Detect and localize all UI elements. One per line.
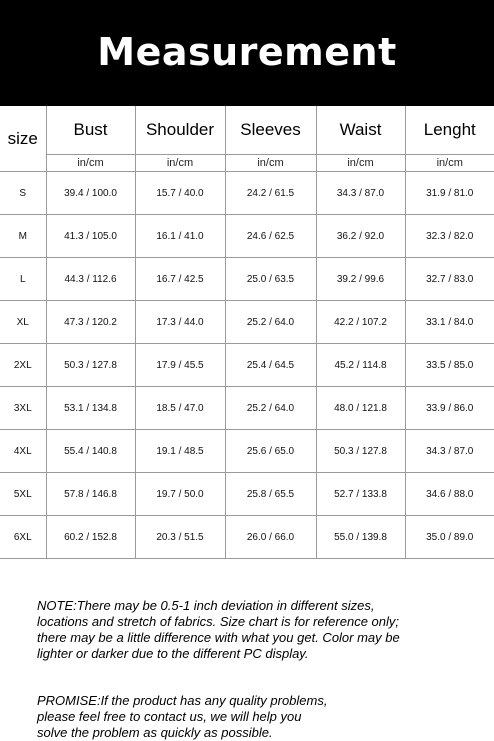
measurement-cell: 50.3 / 127.8: [46, 344, 135, 387]
measurement-cell: 31.9 / 81.0: [405, 172, 494, 215]
size-label: 3XL: [0, 387, 46, 430]
table-row: [0, 387, 494, 430]
measurement-cell: 16.7 / 42.5: [135, 258, 225, 301]
measurement-cell: 36.2 / 92.0: [316, 215, 405, 258]
unit-label: in/cm: [135, 155, 225, 172]
table-header-row: [0, 106, 494, 155]
measurement-cell: 19.1 / 48.5: [135, 430, 225, 473]
page-title: Measurement: [97, 30, 397, 74]
measurement-cell: 25.0 / 63.5: [225, 258, 316, 301]
measurement-cell: 33.9 / 86.0: [405, 387, 494, 430]
measurement-cell: 25.2 / 64.0: [225, 301, 316, 344]
size-label: 2XL: [0, 344, 46, 387]
unit-label: in/cm: [46, 155, 135, 172]
measurement-cell: 45.2 / 114.8: [316, 344, 405, 387]
table-row: [0, 473, 494, 516]
measurement-cell: 16.1 / 41.0: [135, 215, 225, 258]
size-label: M: [0, 215, 46, 258]
measurement-cell: 34.6 / 88.0: [405, 473, 494, 516]
measurement-cell: 39.2 / 99.6: [316, 258, 405, 301]
size-label: S: [0, 172, 46, 215]
measurement-cell: 42.2 / 107.2: [316, 301, 405, 344]
unit-label: in/cm: [405, 155, 494, 172]
size-label: XL: [0, 301, 46, 344]
measurement-cell: 35.0 / 89.0: [405, 516, 494, 559]
size-label: 5XL: [0, 473, 46, 516]
measurement-cell: 39.4 / 100.0: [46, 172, 135, 215]
table-row: [0, 215, 494, 258]
measurement-cell: 17.9 / 45.5: [135, 344, 225, 387]
unit-label: in/cm: [225, 155, 316, 172]
measurement-cell: 57.8 / 146.8: [46, 473, 135, 516]
measurement-cell: 25.8 / 65.5: [225, 473, 316, 516]
measurement-cell: 24.2 / 61.5: [225, 172, 316, 215]
column-header: Lenght: [405, 106, 494, 155]
note-text: NOTE:There may be 0.5-1 inch deviation in different sizes, locations and stretch of fabrics. Size chart is for reference only; there may be a little difference with what you get. Color may be lighter or darker due to the different PC display.: [37, 598, 400, 661]
table-row: [0, 258, 494, 301]
measurement-cell: 19.7 / 50.0: [135, 473, 225, 516]
size-label: L: [0, 258, 46, 301]
measurement-cell: 15.7 / 40.0: [135, 172, 225, 215]
title-banner: [0, 0, 494, 106]
measurement-cell: 24.6 / 62.5: [225, 215, 316, 258]
table-row: [0, 301, 494, 344]
measurement-cell: 41.3 / 105.0: [46, 215, 135, 258]
promise-text: PROMISE:If the product has any quality problems, please feel free to contact us, we will help you solve the problem as quickly as possible.: [37, 693, 328, 740]
unit-label: in/cm: [316, 155, 405, 172]
measurement-cell: 52.7 / 133.8: [316, 473, 405, 516]
size-label: 4XL: [0, 430, 46, 473]
measurement-cell: 47.3 / 120.2: [46, 301, 135, 344]
measurement-cell: 25.4 / 64.5: [225, 344, 316, 387]
measurement-cell: 60.2 / 152.8: [46, 516, 135, 559]
table-row: [0, 516, 494, 559]
measurement-cell: 17.3 / 44.0: [135, 301, 225, 344]
measurement-cell: 32.3 / 82.0: [405, 215, 494, 258]
column-header: Waist: [316, 106, 405, 155]
table-row: [0, 172, 494, 215]
measurement-cell: 55.4 / 140.8: [46, 430, 135, 473]
measurement-cell: 25.6 / 65.0: [225, 430, 316, 473]
measurement-cell: 55.0 / 139.8: [316, 516, 405, 559]
size-column-header: size: [0, 106, 46, 172]
size-label: 6XL: [0, 516, 46, 559]
table-row: [0, 344, 494, 387]
measurement-cell: 53.1 / 134.8: [46, 387, 135, 430]
measurement-cell: 48.0 / 121.8: [316, 387, 405, 430]
measurement-cell: 20.3 / 51.5: [135, 516, 225, 559]
measurement-cell: 33.5 / 85.0: [405, 344, 494, 387]
measurement-cell: 34.3 / 87.0: [405, 430, 494, 473]
units-row: [0, 155, 494, 172]
measurement-cell: 32.7 / 83.0: [405, 258, 494, 301]
measurement-cell: 34.3 / 87.0: [316, 172, 405, 215]
measurement-cell: 50.3 / 127.8: [316, 430, 405, 473]
column-header: Sleeves: [225, 106, 316, 155]
column-header: Shoulder: [135, 106, 225, 155]
size-chart-table: [0, 106, 494, 559]
column-header: Bust: [46, 106, 135, 155]
measurement-cell: 44.3 / 112.6: [46, 258, 135, 301]
measurement-cell: 18.5 / 47.0: [135, 387, 225, 430]
table-row: [0, 430, 494, 473]
measurement-cell: 33.1 / 84.0: [405, 301, 494, 344]
measurement-cell: 26.0 / 66.0: [225, 516, 316, 559]
measurement-cell: 25.2 / 64.0: [225, 387, 316, 430]
